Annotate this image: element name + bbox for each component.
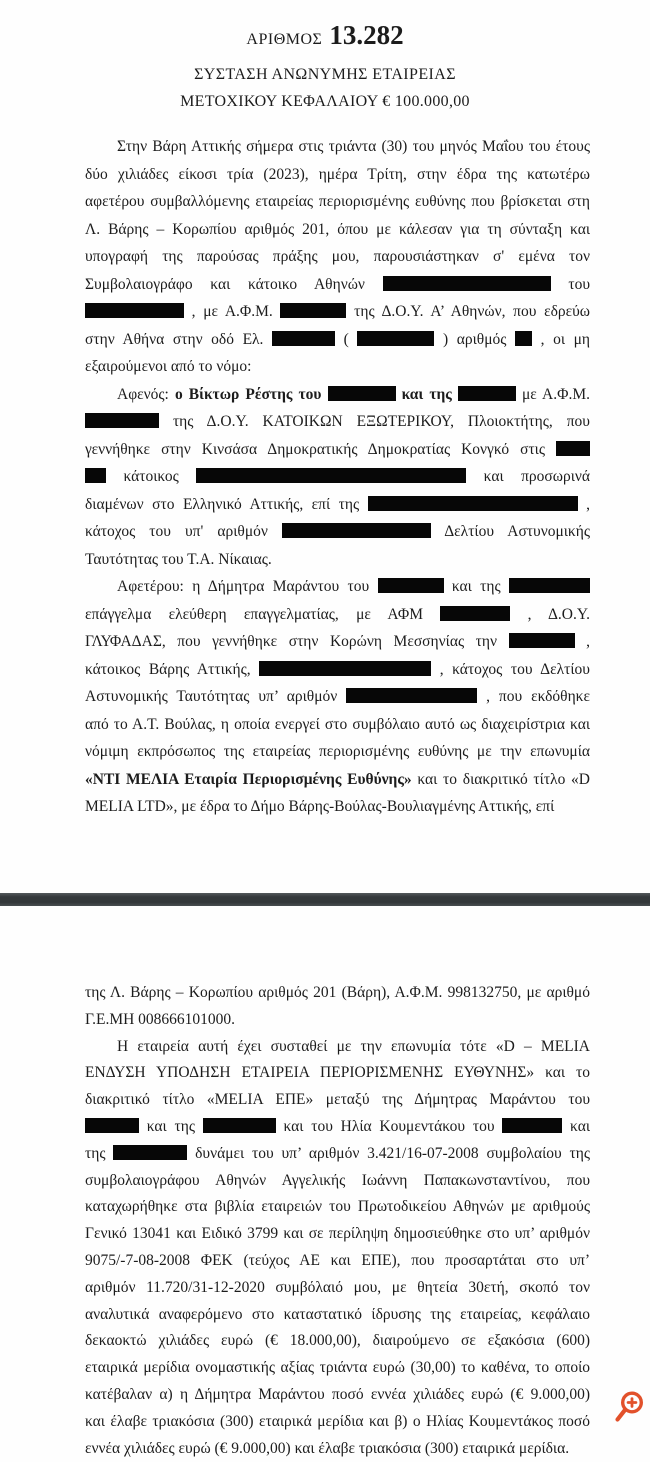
redaction-bar xyxy=(556,441,590,456)
text-span: συμβολαιογράφου Αθηνών Αγγελικής Ιωάννη Παπακωνσταντίνου, που xyxy=(85,1171,590,1189)
text-line xyxy=(85,271,590,299)
text-span: Στην Βάρη Αττικής σήμερα στις τριάντα (30) του μηνός Μαΐου του έτους xyxy=(117,138,590,155)
redaction-bar xyxy=(515,331,532,346)
text-span: αναλυτικά αναφερόμενο στο καταστατικό ίδρυσης της εταιρείας, κεφάλαιο xyxy=(85,1305,590,1323)
text-span: δυνάμει του υπ’ αριθμόν 3.421/16-07-2008 συμβολαίου της xyxy=(187,1144,590,1162)
text-span: στην Αθήνα στην οδό Ελ. xyxy=(85,330,273,348)
text-span: εξαιρούμενοι από το νόμο: xyxy=(85,358,252,375)
text-span: Λ. Βάρης – Κορωπίου αριθμός 201, όπου με κάλεσαν για τη σύνταξη και xyxy=(85,220,590,238)
text-line xyxy=(85,1248,590,1275)
text-line xyxy=(85,1275,590,1302)
text-span: , που εκδόθηκε xyxy=(477,688,590,705)
text-line xyxy=(85,463,590,491)
text-line xyxy=(85,1302,590,1329)
redaction-bar xyxy=(282,523,431,538)
document-title: ΣΥΣΤΑΣΗ ΑΝΩΝΥΜΗΣ ΕΤΑΙΡΕΙΑΣ xyxy=(194,66,456,83)
text-span: δύο χιλιάδες είκοσι τρία (2023), ημέρα Τρίτη, στην έδρα της κατωτέρω xyxy=(85,165,590,183)
text-line xyxy=(85,408,590,436)
document-number-label: ΑΡΙΘΜΟΣ xyxy=(246,31,323,48)
text-span: Αφετέρου: η Δήμητρα Μαράντου του xyxy=(117,578,378,595)
text-span: κάτοχος του υπ' αριθμόν xyxy=(85,523,282,540)
text-span: και της xyxy=(443,578,509,595)
text-line xyxy=(85,381,590,409)
redaction-bar xyxy=(85,303,184,318)
text-span: και της xyxy=(139,1117,203,1135)
text-span: και xyxy=(562,1117,590,1135)
text-line xyxy=(85,1436,590,1462)
redaction-bar xyxy=(85,1118,139,1133)
text-span: Ταυτότητας του Τ.Α. Νίκαιας. xyxy=(85,550,272,568)
text-span: υπογραφή της παρούσας πράξης μου, παρουσιάστηκαν σ' εμένα τον xyxy=(85,248,590,265)
text-line xyxy=(85,980,590,1007)
text-line xyxy=(85,243,590,271)
text-span: Γ.Ε.ΜΗ 008666101000. xyxy=(85,1010,236,1028)
text-span: Συμβολαιογράφο και κάτοικο Αθηνών xyxy=(85,275,383,293)
redaction-bar xyxy=(509,633,575,648)
redaction-bar xyxy=(196,468,466,483)
text-span: κατέβαλαν α) η Δήμητρα Μαράντου ποσό εννέα χιλιάδες ευρώ (€ 9.000,00) xyxy=(85,1385,590,1403)
redaction-bar xyxy=(383,276,551,291)
document-number: 13.282 xyxy=(329,20,404,50)
text-span: εννέα χιλιάδες ευρώ (€ 9.000,00) και έλαβε τριακόσια (300) εταιρικά μερίδια. xyxy=(85,1439,570,1457)
redaction-bar xyxy=(440,606,510,621)
text-line xyxy=(85,1221,590,1248)
text-span: από το Α.Τ. Βούλας, η οποία ενεργεί στο συμβόλαιο αυτό ως διαχειρίστρια και xyxy=(85,715,590,733)
text-span: , με Α.Φ.Μ. xyxy=(184,303,281,320)
bold-text-span: «ΝΤΙ ΜΕΛΙΑ Εταιρία Περιορισμένης Ευθύνης» xyxy=(85,770,412,788)
text-span: ) αριθμός xyxy=(434,330,515,348)
redaction-bar xyxy=(203,1118,276,1133)
text-line xyxy=(85,1355,590,1382)
document-page-1 xyxy=(85,133,590,821)
text-span: MELIA LTD», με έδρα το Δήμο Βάρης-Βούλας-Βουλιαγμένης Αττικής, επί xyxy=(85,798,555,815)
zoom-in-icon xyxy=(610,1388,648,1430)
text-span: επάγγελμα ελεύθερη επαγγελματίας, με ΑΦΜ xyxy=(85,605,441,623)
text-line xyxy=(85,1168,590,1195)
text-span: γεννήθηκε στην Κινσάσα Δημοκρατικής Δημοκρατίας Κονγκό στις xyxy=(85,440,556,458)
text-span: και έλαβε τριακόσια (300) εταιρικά μερίδια και β) ο Ηλίας Κουμεντάκος ποσό xyxy=(85,1412,590,1430)
text-line xyxy=(85,738,590,766)
text-span: διαμένων στο Ελληνικό Αττικής, επί της xyxy=(85,495,368,513)
text-span: ΓΛΥΦΑΔΑΣ, που γεννήθηκε στην Κορώνη Μεσσηνίας την xyxy=(85,633,509,650)
text-line xyxy=(85,1194,590,1221)
redaction-bar xyxy=(85,413,159,428)
text-line xyxy=(85,683,590,711)
redaction-bar xyxy=(280,303,346,318)
text-line xyxy=(85,628,590,656)
text-span: της Δ.Ο.Υ. ΚΑΤΟΙΚΩΝ ΕΞΩΤΕΡΙΚΟΥ, Πλοιοκτήτης, που xyxy=(159,413,590,430)
text-span: Αφενός: xyxy=(117,385,175,403)
text-line xyxy=(85,573,590,601)
text-line xyxy=(85,353,590,381)
text-span: καταχωρήθηκε στα βιβλία εταιρειών του Πρωτοδικείου Αθηνών με αριθμούς xyxy=(85,1198,590,1216)
redaction-bar xyxy=(458,386,516,401)
text-line xyxy=(85,1060,590,1087)
redaction-bar xyxy=(378,578,444,593)
text-span: , κάτοχος του Δελτίου xyxy=(431,660,590,678)
redaction-bar xyxy=(272,331,335,346)
text-line xyxy=(85,133,590,161)
text-span: , xyxy=(574,633,590,650)
text-span: και προσωρινά xyxy=(466,468,590,485)
text-span: κάτοικος Βάρης Αττικής, xyxy=(85,660,260,678)
redaction-bar xyxy=(113,1145,187,1160)
text-span: του xyxy=(550,275,590,293)
text-span: Η εταιρεία αυτή έχει συσταθεί με την επωνυμία τότε «D – MELIA xyxy=(117,1037,590,1055)
text-span: της Λ. Βάρης – Κορωπίου αριθμός 201 (Βάρη), Α.Φ.Μ. 998132750, με αριθμό xyxy=(85,984,590,1001)
text-span: 9075/-7-08-2008 ΦΕΚ (τεύχος ΑΕ και ΕΠΕ), που προσαρτάται στο υπ’ xyxy=(85,1251,590,1269)
text-line xyxy=(85,1007,590,1034)
redaction-bar xyxy=(357,331,434,346)
text-line xyxy=(85,1141,590,1168)
text-line xyxy=(85,518,590,546)
text-span: Δελτίου Αστυνομικής xyxy=(430,523,590,540)
text-span: με Α.Φ.Μ. xyxy=(515,385,590,403)
text-span: και του Ηλία Κουμεντάκου του xyxy=(275,1117,503,1135)
text-line xyxy=(85,1087,590,1114)
redaction-bar xyxy=(346,688,477,703)
text-span: και το διακριτικό τίτλο «D xyxy=(411,770,590,788)
text-span: διακριτικό τίτλο «MELIA ΕΠΕ» μεταξύ της Δήμητρας Μαράντου του xyxy=(85,1091,590,1109)
text-line xyxy=(85,436,590,464)
text-line xyxy=(85,656,590,684)
text-span: νόμιμη εκπρόσωπος της εταιρείας περιορισμένης ευθύνης με την επωνυμία xyxy=(85,743,590,760)
bold-text-span: και της xyxy=(395,385,458,403)
text-span: ( xyxy=(335,330,358,348)
redaction-bar xyxy=(502,1118,562,1133)
text-span: της xyxy=(85,1144,114,1162)
text-span: αριθμόν 11.720/31-12-2020 συμβόλαιό μου, με θητεία 30ετή, σκοπό τον xyxy=(85,1278,590,1296)
redaction-bar xyxy=(259,661,431,676)
text-line xyxy=(85,711,590,739)
redaction-bar xyxy=(328,386,396,401)
text-line xyxy=(85,1382,590,1409)
text-line xyxy=(85,326,590,354)
text-line xyxy=(85,216,590,244)
notary-header xyxy=(0,14,650,116)
document-page-2 xyxy=(85,980,590,1462)
text-line xyxy=(85,601,590,629)
text-span: Αστυνομικής Ταυτότητας υπ’ αριθμόν xyxy=(85,688,347,705)
document-subtitle: ΜΕΤΟΧΙΚΟΥ ΚΕΦΑΛΑΙΟΥ € 100.000,00 xyxy=(180,93,470,110)
text-line xyxy=(85,491,590,519)
text-span: , xyxy=(577,495,590,513)
text-span: , οι μη xyxy=(532,330,590,348)
redaction-bar xyxy=(509,578,590,593)
text-span: κάτοικος xyxy=(106,468,197,485)
document-number-line xyxy=(0,14,650,61)
text-span: αφετέρου συμβαλλόμενης εταιρείας περιορισμένης ευθύνης που βρίσκεται στη xyxy=(85,193,590,210)
text-line xyxy=(85,188,590,216)
text-span: Γενικό 13041 και Ειδικό 3799 και σε περίληψη δημοσιεύθηκε στο υπ’ αριθμόν xyxy=(85,1225,590,1243)
zoom-in-button[interactable] xyxy=(610,1388,648,1430)
text-line xyxy=(85,793,590,821)
text-line xyxy=(85,766,590,794)
text-line xyxy=(85,298,590,326)
page-separator xyxy=(0,893,650,906)
text-line xyxy=(85,1409,590,1436)
text-line xyxy=(85,1034,590,1061)
text-line xyxy=(85,1114,590,1141)
text-span: , Δ.Ο.Υ. xyxy=(510,605,590,623)
text-span: της Δ.Ο.Υ. Α’ Αθηνών, που εδρεύω xyxy=(346,303,591,320)
text-span: εταιρικά μερίδια ονομαστικής αξίας τριάντα ευρώ (30,00) το καθένα, το οποίο xyxy=(85,1359,590,1377)
text-line xyxy=(85,161,590,189)
text-span: ΕΝΔΥΣΗ ΥΠΟΔΗΣΗ ΕΤΑΙΡΕΙΑ ΠΕΡΙΟΡΙΣΜΕΝΗΣ ΕΥΘΥΝΗΣ» και το xyxy=(85,1064,590,1082)
text-span: δεκαοκτώ χιλιάδες ευρώ (€ 18.000,00), διαιρούμενο σε εξακόσια (600) xyxy=(85,1332,590,1350)
redaction-bar xyxy=(368,496,578,511)
text-line xyxy=(85,546,590,574)
bold-text-span: ο Βίκτωρ Ρέστης του xyxy=(174,385,328,403)
text-line xyxy=(85,1328,590,1355)
redaction-bar xyxy=(85,468,106,483)
